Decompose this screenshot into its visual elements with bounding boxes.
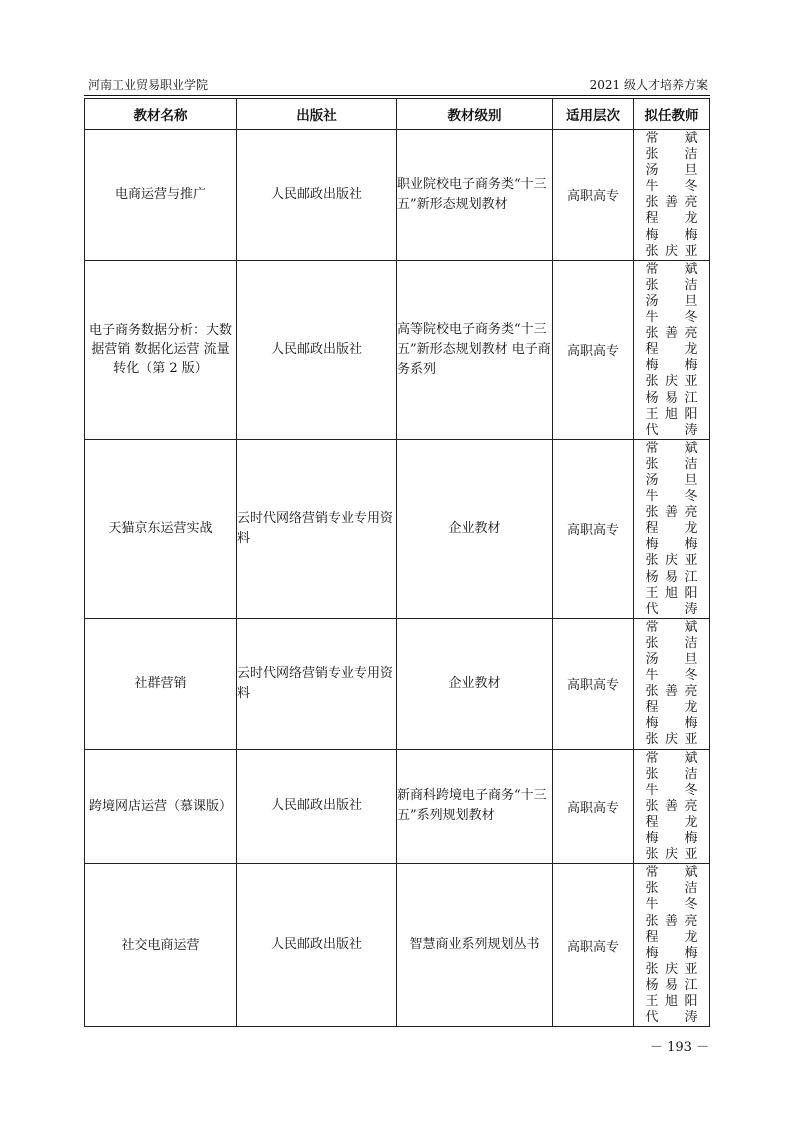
teacher-name: 梅 梅 <box>645 227 698 243</box>
teacher-name: 张 庆 亚 <box>645 243 698 259</box>
teacher-list <box>634 618 710 749</box>
column-header-publisher: 出版社 <box>237 99 397 130</box>
teacher-name: 常 斌 <box>645 619 698 635</box>
applicable-level: 高职高专 <box>553 749 634 864</box>
header-divider <box>84 95 710 96</box>
teacher-name: 张 庆 亚 <box>645 553 698 569</box>
teacher-name: 汤 旦 <box>645 472 698 488</box>
table-row <box>85 260 710 439</box>
teacher-name: 牛 冬 <box>645 897 698 913</box>
teacher-name: 代 涛 <box>645 1010 698 1026</box>
teacher-name: 牛 冬 <box>645 179 698 195</box>
page-header <box>84 76 710 94</box>
teacher-name: 杨 易 江 <box>645 390 698 406</box>
textbook-name: 社交电商运营 <box>85 864 237 1027</box>
publisher: 人民邮政出版社 <box>237 260 397 439</box>
teacher-name: 汤 旦 <box>645 652 698 667</box>
teacher-name: 程 龙 <box>645 521 698 537</box>
teacher-name: 程 龙 <box>645 814 698 830</box>
teacher-name: 杨 易 江 <box>645 569 698 585</box>
teacher-name: 张 善 亮 <box>645 505 698 521</box>
publisher: 人民邮政出版社 <box>237 749 397 864</box>
teacher-name: 常 斌 <box>645 440 698 456</box>
table-row <box>85 864 710 1027</box>
teacher-name: 王 旭 阳 <box>645 585 698 601</box>
teacher-name: 常 斌 <box>645 865 698 881</box>
teacher-name: 梅 梅 <box>645 537 698 553</box>
teacher-name: 张 庆 亚 <box>645 732 698 748</box>
teacher-name: 张 洁 <box>645 456 698 472</box>
institution-name: 河南工业贸易职业学院 <box>88 78 209 92</box>
textbook-level: 企业教材 <box>397 618 553 749</box>
teacher-list <box>634 439 710 618</box>
page-number: － 193 － <box>650 1040 710 1055</box>
teacher-name: 常 斌 <box>645 261 698 277</box>
applicable-level: 高职高专 <box>553 260 634 439</box>
textbook-level: 高等院校电子商务类“十三五”新形态规划教材 电子商务系列 <box>397 260 553 439</box>
textbook-level: 智慧商业系列规划丛书 <box>397 864 553 1027</box>
textbook-name: 社群营销 <box>85 618 237 749</box>
textbook-name: 天猫京东运营实战 <box>85 439 237 618</box>
teacher-name: 常 斌 <box>645 750 698 766</box>
teacher-name: 张 洁 <box>645 277 698 293</box>
teacher-name: 张 善 亮 <box>645 913 698 929</box>
teacher-name: 程 龙 <box>645 700 698 716</box>
teacher-name: 梅 梅 <box>645 716 698 732</box>
table-row <box>85 618 710 749</box>
teacher-name: 程 龙 <box>645 929 698 945</box>
teacher-name: 张 洁 <box>645 635 698 651</box>
textbook-name: 电商运营与推广 <box>85 130 237 261</box>
applicable-level: 高职高专 <box>553 618 634 749</box>
applicable-level: 高职高专 <box>553 439 634 618</box>
textbook-name: 跨境网店运营（慕课版） <box>85 749 237 864</box>
textbook-name: 电子商务数据分析：大数据营销 数据化运营 流量转化（第 2 版） <box>85 260 237 439</box>
teacher-name: 汤 旦 <box>645 293 698 309</box>
column-header-level: 教材级别 <box>397 99 553 130</box>
teacher-name: 张 洁 <box>645 147 698 163</box>
publisher: 人民邮政出版社 <box>237 130 397 261</box>
teacher-name: 牛 冬 <box>645 489 698 505</box>
table-header-row <box>85 99 710 130</box>
column-header-layer: 适用层次 <box>553 99 634 130</box>
teacher-name: 梅 梅 <box>645 358 698 374</box>
publisher: 人民邮政出版社 <box>237 864 397 1027</box>
textbook-level: 职业院校电子商务类“十三五”新形态规划教材 <box>397 130 553 261</box>
teacher-name: 张 庆 亚 <box>645 847 698 863</box>
textbook-table <box>84 98 710 1027</box>
teacher-list <box>634 260 710 439</box>
teacher-name: 梅 梅 <box>645 831 698 847</box>
teacher-list <box>634 864 710 1027</box>
teacher-name: 张 善 亮 <box>645 326 698 342</box>
teacher-name: 代 涛 <box>645 422 698 438</box>
teacher-name: 汤 旦 <box>645 163 698 179</box>
publisher: 云时代网络营销专业专用资料 <box>237 618 397 749</box>
teacher-name: 张 洁 <box>645 881 698 897</box>
column-header-teachers: 拟任教师 <box>634 99 710 130</box>
teacher-name: 王 旭 阳 <box>645 993 698 1009</box>
teacher-name: 梅 梅 <box>645 945 698 961</box>
table-row <box>85 439 710 618</box>
teacher-name: 张 善 亮 <box>645 798 698 814</box>
applicable-level: 高职高专 <box>553 864 634 1027</box>
teacher-name: 代 涛 <box>645 601 698 617</box>
teacher-list <box>634 130 710 261</box>
applicable-level: 高职高专 <box>553 130 634 261</box>
teacher-name: 杨 易 江 <box>645 977 698 993</box>
teacher-name: 张 善 亮 <box>645 195 698 211</box>
teacher-list <box>634 749 710 864</box>
teacher-name: 王 旭 阳 <box>645 406 698 422</box>
teacher-name: 常 斌 <box>645 131 698 146</box>
teacher-name: 程 龙 <box>645 342 698 358</box>
teacher-name: 程 龙 <box>645 211 698 227</box>
teacher-name: 张 庆 亚 <box>645 374 698 390</box>
teacher-name: 牛 冬 <box>645 782 698 798</box>
teacher-name: 牛 冬 <box>645 310 698 326</box>
document-title: 2021 级人才培养方案 <box>589 78 708 92</box>
teacher-name: 张 善 亮 <box>645 684 698 700</box>
textbook-level: 新商科跨境电子商务“十三五”系列规划教材 <box>397 749 553 864</box>
teacher-name: 牛 冬 <box>645 668 698 684</box>
teacher-name: 张 庆 亚 <box>645 961 698 977</box>
column-header-name: 教材名称 <box>85 99 237 130</box>
publisher: 云时代网络营销专业专用资料 <box>237 439 397 618</box>
teacher-name: 张 洁 <box>645 766 698 782</box>
table-row <box>85 130 710 261</box>
textbook-level: 企业教材 <box>397 439 553 618</box>
table-row <box>85 749 710 864</box>
